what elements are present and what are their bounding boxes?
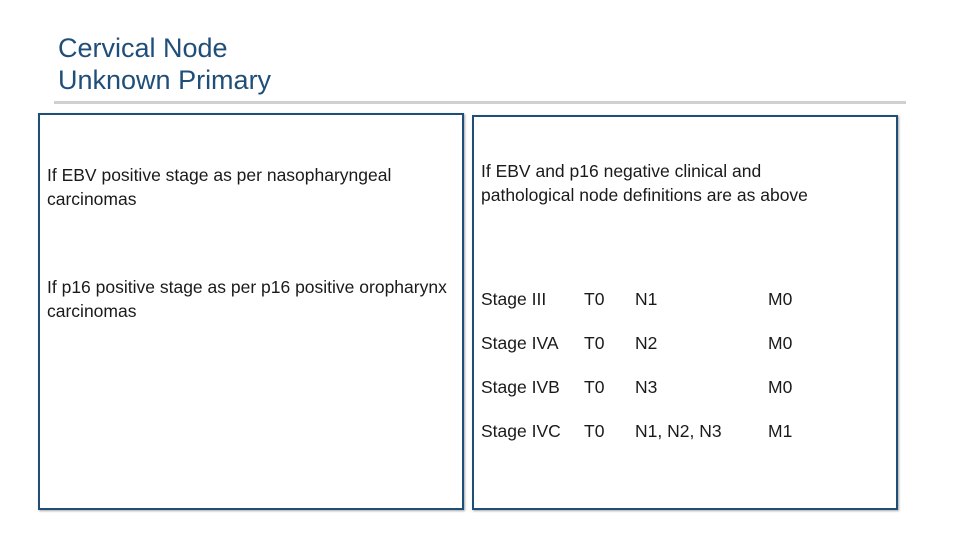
table-row [481, 365, 808, 409]
stage-table [481, 277, 808, 453]
table-row [481, 321, 808, 365]
t-cell: T0 [584, 332, 605, 353]
table-row [481, 409, 808, 453]
stage-cell: Stage IVB [481, 376, 560, 397]
t-cell: T0 [584, 420, 605, 441]
stage-cell: Stage IVA [481, 332, 559, 353]
n-cell: N2 [635, 332, 658, 353]
left-text-panel [38, 113, 464, 510]
m-cell: M0 [768, 376, 793, 397]
negative-node-note: If EBV and p16 negative clinical and pathological node definitions are as above [481, 161, 808, 205]
m-cell: M0 [768, 288, 793, 309]
table-row [481, 277, 808, 321]
ebv-positive-note: If EBV positive stage as per nasopharyngeal carcinomas [47, 165, 392, 209]
title-line-2: Unknown Primary [58, 65, 272, 95]
p16-positive-note: If p16 positive stage as per p16 positive oropharynx carcinomas [47, 277, 447, 321]
title-divider [54, 101, 906, 104]
n-cell: N3 [635, 376, 658, 397]
n-cell: N1, N2, N3 [635, 420, 722, 441]
n-cell: N1 [635, 288, 658, 309]
t-cell: T0 [584, 376, 605, 397]
t-cell: T0 [584, 288, 605, 309]
m-cell: M1 [768, 420, 793, 441]
right-text-panel [472, 115, 898, 510]
title-line-1: Cervical Node [58, 33, 228, 63]
slide-title [58, 32, 271, 96]
stage-cell: Stage IVC [481, 420, 561, 441]
m-cell: M0 [768, 332, 793, 353]
stage-cell: Stage III [481, 288, 547, 309]
